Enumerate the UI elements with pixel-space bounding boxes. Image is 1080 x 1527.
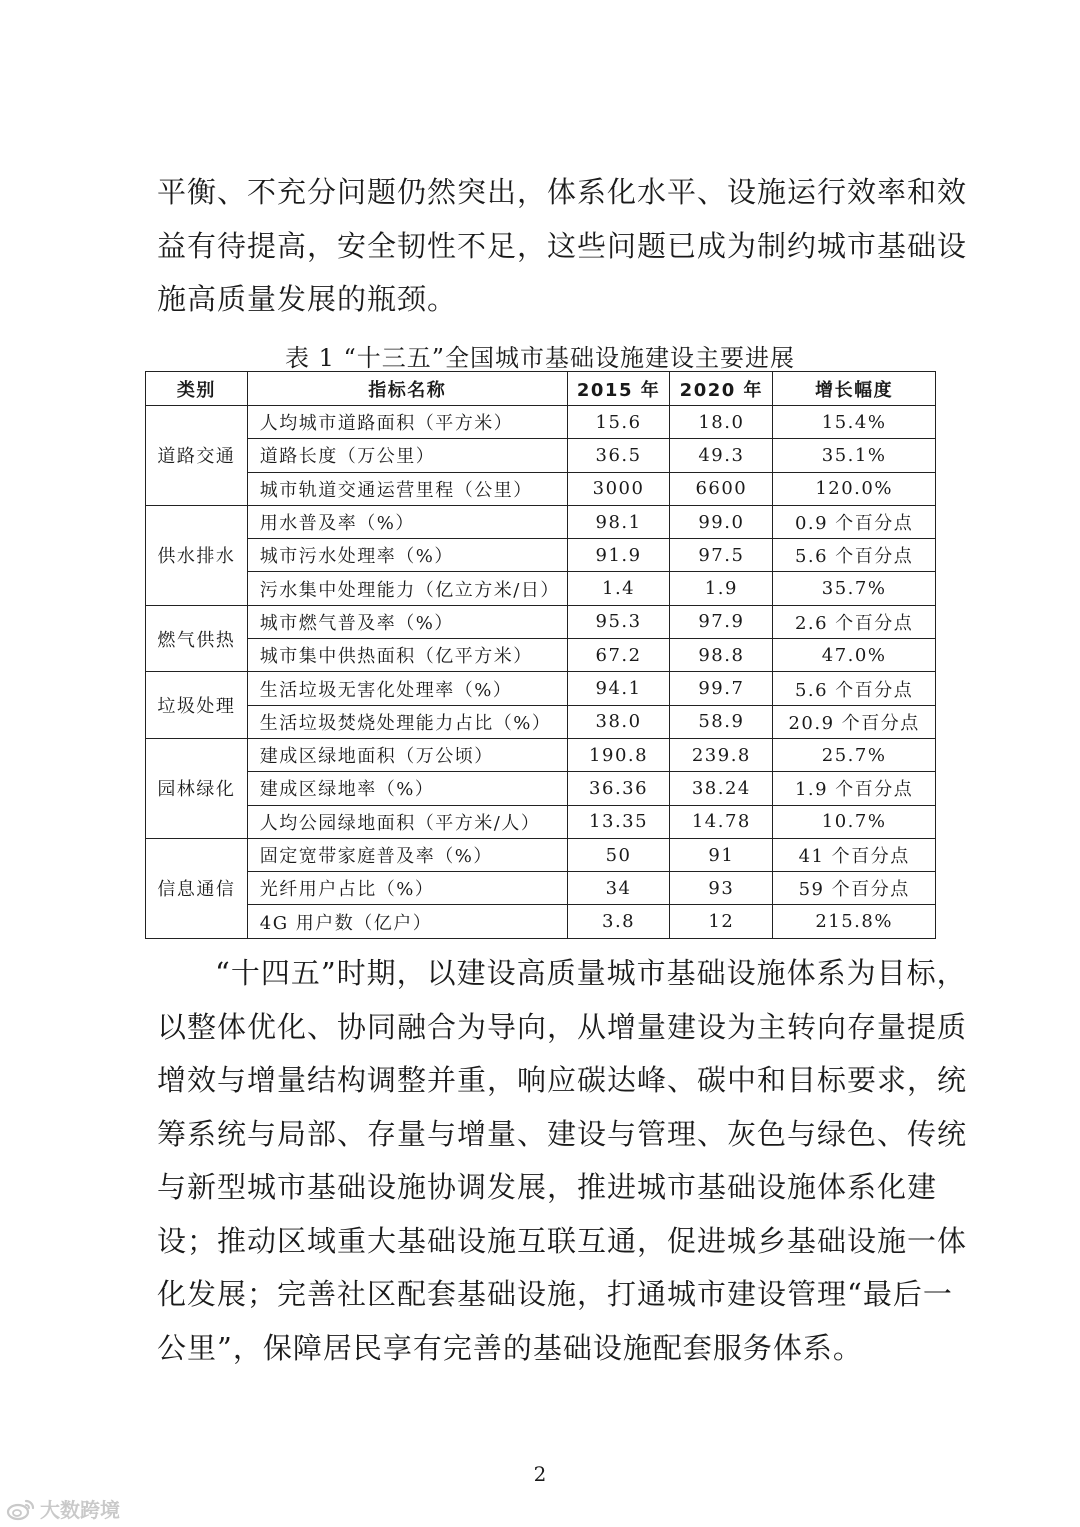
growth-cell: 41 个百分点	[773, 838, 936, 871]
growth-cell: 10.7%	[773, 805, 936, 838]
table-row	[146, 639, 936, 672]
value-2020-cell: 18.0	[670, 406, 773, 439]
value-2015-cell: 95.3	[567, 605, 670, 638]
value-2020-cell: 6600	[670, 472, 773, 505]
value-2015-cell: 3.8	[567, 905, 670, 938]
indicator-cell: 建成区绿地率（%）	[247, 772, 567, 805]
table-row	[146, 539, 936, 572]
value-2020-cell: 58.9	[670, 705, 773, 738]
value-2020-cell: 93	[670, 872, 773, 905]
category-cell: 道路交通	[146, 406, 248, 506]
table-row	[146, 572, 936, 605]
growth-cell: 25.7%	[773, 738, 936, 771]
infrastructure-progress-table	[145, 371, 936, 939]
table-row	[146, 472, 936, 505]
table-caption: 表 1 “十三五”全国城市基础设施建设主要进展	[284, 344, 796, 372]
indicator-cell: 建成区绿地面积（万公顷）	[247, 738, 567, 771]
table-row	[146, 605, 936, 638]
paragraph-line: 与新型城市基础设施协调发展，推进城市基础设施体系化建	[157, 1170, 938, 1204]
table-row	[146, 406, 936, 439]
value-2020-cell: 97.5	[670, 539, 773, 572]
header-growth: 增长幅度	[773, 372, 936, 406]
growth-cell: 5.6 个百分点	[773, 539, 936, 572]
table-row	[146, 672, 936, 705]
indicator-cell: 道路长度（万公里）	[247, 439, 567, 472]
indicator-cell: 光纤用户占比（%）	[247, 872, 567, 905]
indicator-cell: 城市轨道交通运营里程（公里）	[247, 472, 567, 505]
value-2015-cell: 36.36	[567, 772, 670, 805]
indicator-cell: 用水普及率（%）	[247, 505, 567, 538]
growth-cell: 47.0%	[773, 639, 936, 672]
indicator-cell: 生活垃圾焚烧处理能力占比（%）	[247, 705, 567, 738]
growth-cell: 2.6 个百分点	[773, 605, 936, 638]
value-2020-cell: 239.8	[670, 738, 773, 771]
growth-cell: 35.7%	[773, 572, 936, 605]
paragraph-line: 平衡、不充分问题仍然突出，体系化水平、设施运行效率和效	[157, 175, 968, 209]
paragraph-line: 设；推动区域重大基础设施互联互通，促进城乡基础设施一体	[157, 1223, 968, 1258]
value-2020-cell: 49.3	[670, 439, 773, 472]
header-category: 类别	[146, 372, 248, 406]
table-row	[146, 705, 936, 738]
paragraph-line: 筹系统与局部、存量与增量、建设与管理、灰色与绿色、传统	[157, 1116, 968, 1151]
value-2020-cell: 1.9	[670, 572, 773, 605]
indicator-cell: 人均城市道路面积（平方米）	[247, 406, 567, 439]
table-row	[146, 905, 936, 938]
category-cell: 园林绿化	[146, 738, 248, 838]
paragraph-bottom	[157, 947, 968, 1375]
growth-cell: 5.6 个百分点	[773, 672, 936, 705]
value-2020-cell: 14.78	[670, 805, 773, 838]
indicator-cell: 4G 用户数（亿户）	[247, 905, 567, 938]
category-cell: 垃圾处理	[146, 672, 248, 739]
table-row	[146, 505, 936, 538]
value-2020-cell: 38.24	[670, 772, 773, 805]
paragraph-line: “十四五”时期，以建设高质量城市基础设施体系为目标，	[215, 956, 967, 990]
table-row	[146, 738, 936, 771]
value-2015-cell: 13.35	[567, 805, 670, 838]
table-row	[146, 805, 936, 838]
growth-cell: 35.1%	[773, 439, 936, 472]
value-2020-cell: 99.7	[670, 672, 773, 705]
paragraph-line: 增效与增量结构调整并重，响应碳达峰、碳中和目标要求，统	[157, 1063, 968, 1097]
value-2020-cell: 99.0	[670, 505, 773, 538]
growth-cell: 1.9 个百分点	[773, 772, 936, 805]
value-2015-cell: 190.8	[567, 738, 670, 771]
indicator-cell: 生活垃圾无害化处理率（%）	[247, 672, 567, 705]
growth-cell: 215.8%	[773, 905, 936, 938]
table-row	[146, 872, 936, 905]
paragraph-line: 公里”，保障居民享有完善的基础设施配套服务体系。	[157, 1330, 863, 1365]
value-2020-cell: 98.8	[670, 639, 773, 672]
paragraph-top	[157, 166, 968, 327]
value-2015-cell: 98.1	[567, 505, 670, 538]
growth-cell: 20.9 个百分点	[773, 705, 936, 738]
header-2015: 2015 年	[567, 372, 670, 406]
header-indicator: 指标名称	[247, 372, 567, 406]
value-2020-cell: 91	[670, 838, 773, 871]
header-2020: 2020 年	[670, 372, 773, 406]
indicator-cell: 人均公园绿地面积（平方米/人）	[247, 805, 567, 838]
value-2015-cell: 34	[567, 872, 670, 905]
value-2015-cell: 94.1	[567, 672, 670, 705]
paragraph-line: 以整体优化、协同融合为导向，从增量建设为主转向存量提质	[157, 1009, 968, 1044]
table-row	[146, 772, 936, 805]
value-2015-cell: 91.9	[567, 539, 670, 572]
indicator-cell: 固定宽带家庭普及率（%）	[247, 838, 567, 871]
indicator-cell: 污水集中处理能力（亿立方米/日）	[247, 572, 567, 605]
table-row	[146, 439, 936, 472]
paragraph-line: 益有待提高，安全韧性不足，这些问题已成为制约城市基础设	[157, 228, 968, 263]
category-cell: 信息通信	[146, 838, 248, 938]
growth-cell: 0.9 个百分点	[773, 505, 936, 538]
value-2015-cell: 3000	[567, 472, 670, 505]
indicator-cell: 城市集中供热面积（亿平方米）	[247, 639, 567, 672]
value-2020-cell: 97.9	[670, 605, 773, 638]
weibo-logo-icon	[6, 1497, 36, 1521]
growth-cell: 120.0%	[773, 472, 936, 505]
value-2015-cell: 15.6	[567, 406, 670, 439]
value-2015-cell: 1.4	[567, 572, 670, 605]
paragraph-line: 施高质量发展的瓶颈。	[157, 282, 458, 316]
value-2015-cell: 50	[567, 838, 670, 871]
watermark	[6, 1494, 120, 1523]
growth-cell: 59 个百分点	[773, 872, 936, 905]
category-cell: 燃气供热	[146, 605, 248, 672]
value-2015-cell: 38.0	[567, 705, 670, 738]
growth-cell: 15.4%	[773, 406, 936, 439]
paragraph-line: 化发展；完善社区配套基础设施，打通城市建设管理“最后一	[157, 1277, 953, 1311]
table-header-row	[146, 372, 936, 406]
table-row	[146, 838, 936, 871]
category-cell: 供水排水	[146, 505, 248, 605]
watermark-text: 大数跨境	[40, 1498, 120, 1522]
value-2015-cell: 36.5	[567, 439, 670, 472]
indicator-cell: 城市燃气普及率（%）	[247, 605, 567, 638]
indicator-cell: 城市污水处理率（%）	[247, 539, 567, 572]
page-number: 2	[533, 1462, 547, 1486]
value-2015-cell: 67.2	[567, 639, 670, 672]
value-2020-cell: 12	[670, 905, 773, 938]
